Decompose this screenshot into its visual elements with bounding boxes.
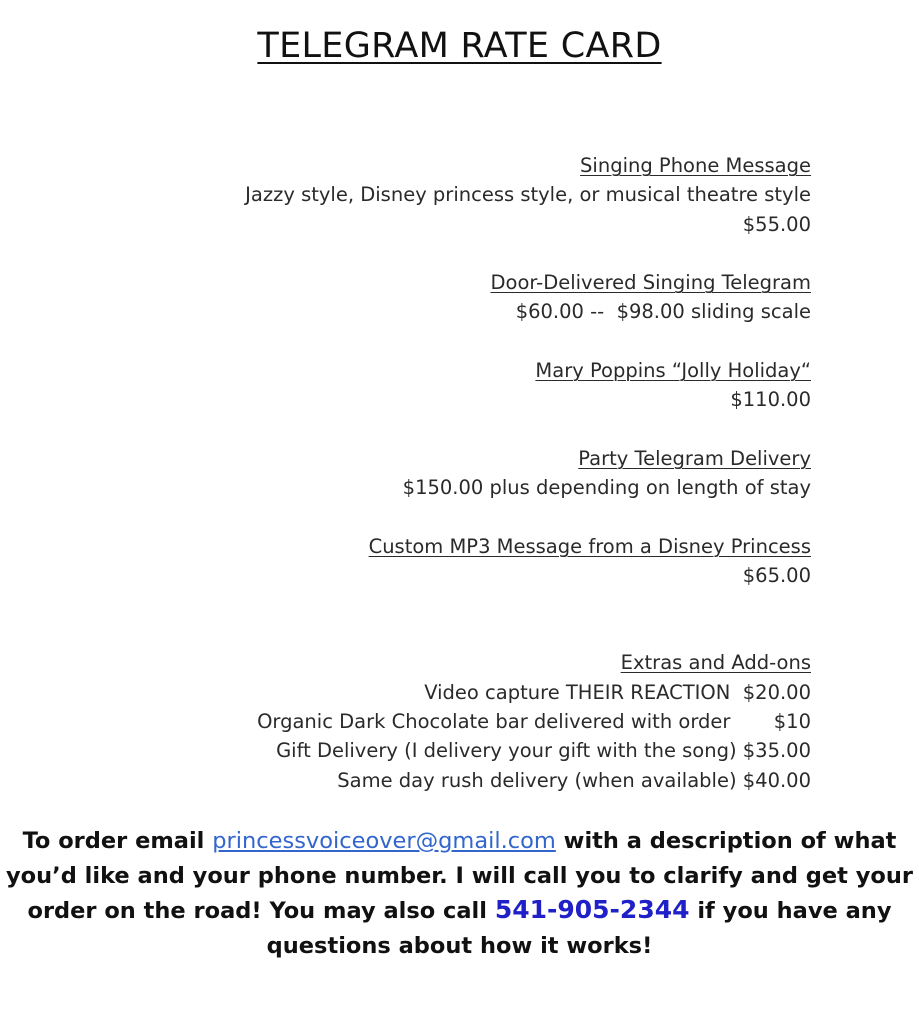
page-title: TELEGRAM RATE CARD xyxy=(257,26,662,66)
rate-price: $60.00 -- $98.00 sliding scale xyxy=(515,300,811,324)
extra-item: Same day rush delivery (when available) $40.00 xyxy=(337,768,811,792)
extras-heading: Extras and Add-ons xyxy=(620,651,811,675)
rate-price: $65.00 xyxy=(742,564,811,588)
rate-price: $110.00 xyxy=(730,388,811,412)
rate-heading: Party Telegram Delivery xyxy=(578,446,811,470)
extra-item: Gift Delivery (I delivery your gift with the song) $35.00 xyxy=(276,739,811,763)
email-link[interactable]: princessvoiceover@gmail.com xyxy=(212,828,556,854)
rate-list xyxy=(91,151,811,824)
rate-heading: Door-Delivered Singing Telegram xyxy=(490,271,811,295)
rate-item-party-telegram xyxy=(91,444,811,503)
order-body-text: with a description of what you’d like and your phone number. I will call you to clarify and get your order on the road! xyxy=(6,828,913,924)
rate-item-singing-phone-message xyxy=(91,151,811,239)
extra-item: Video capture THEIR REACTION $20.00 xyxy=(424,680,811,704)
order-paragraph xyxy=(0,824,919,963)
call-lead-text: You may also call xyxy=(269,898,495,924)
rate-item-custom-mp3 xyxy=(91,532,811,591)
rate-description: Jazzy style, Disney princess style, or musical theatre style xyxy=(245,183,811,207)
order-instructions xyxy=(0,824,919,963)
extra-item: Organic Dark Chocolate bar delivered with order $10 xyxy=(257,710,811,734)
phone-number: 541-905-2344 xyxy=(494,895,690,924)
rate-price: $55.00 xyxy=(742,212,811,236)
call-tail-text: if you have any questions about how it works! xyxy=(266,898,892,959)
extras-section xyxy=(91,648,811,794)
rate-heading: Singing Phone Message xyxy=(580,154,811,177)
rate-item-mary-poppins xyxy=(91,356,811,415)
order-lead-text: To order email xyxy=(22,828,213,854)
rate-item-door-delivered-telegram xyxy=(91,268,811,327)
rate-heading: Mary Poppins “Jolly Holiday“ xyxy=(535,359,811,383)
rate-price: $150.00 plus depending on length of stay xyxy=(402,476,811,500)
rate-heading: Custom MP3 Message from a Disney Princess xyxy=(368,534,811,558)
